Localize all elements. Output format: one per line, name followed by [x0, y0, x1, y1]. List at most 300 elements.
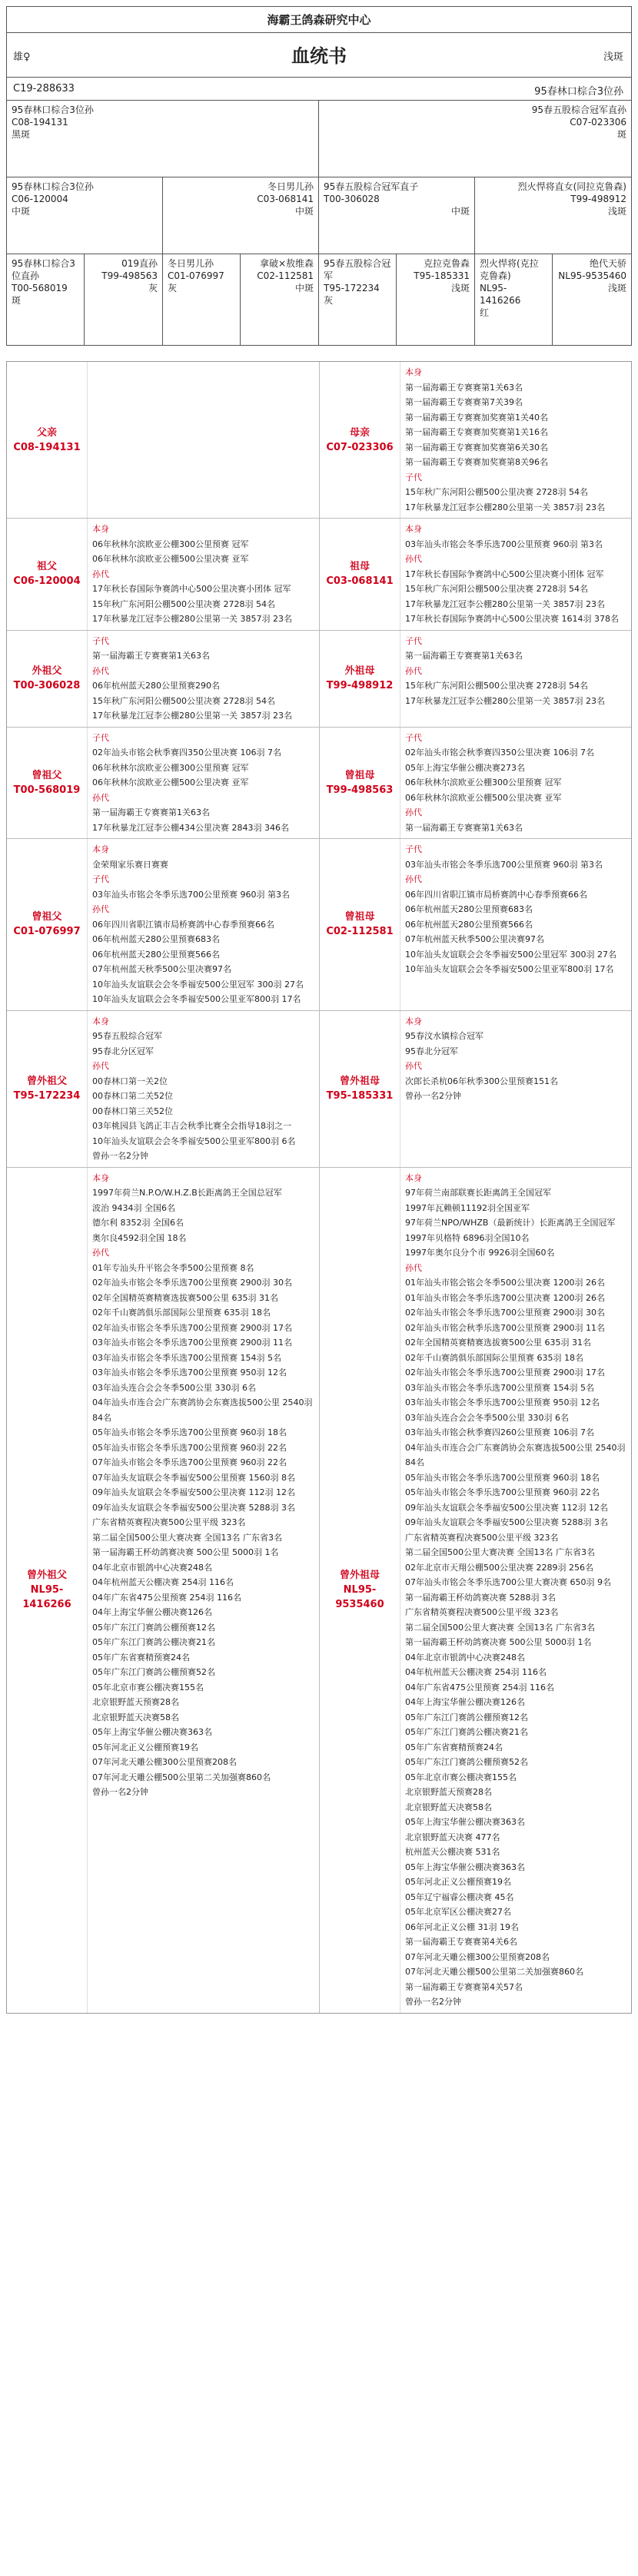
- ancestor-ring: C06-120004: [13, 575, 81, 588]
- achievement-item: 05年汕头市铭会冬季乐选700公里预赛 960羽 22名: [405, 1487, 600, 1497]
- sex-label: 雄♀: [13, 51, 31, 63]
- pedigree-chart: [6, 6, 632, 346]
- achievement-list: [88, 631, 319, 727]
- achievement-item: 95春五股综合冠军: [92, 1031, 162, 1041]
- ancestor-label: [320, 519, 400, 630]
- section-heading: 本身: [405, 524, 422, 534]
- achievement-item: 第一届海霸王杯幼鸽赛决赛 500公里 5000羽 1名: [405, 1637, 592, 1647]
- ancestor-ring: C01-076997: [13, 926, 81, 938]
- achievement-item: 01年汕头市铭会冬季乐选700公里决赛 1200羽 26名: [405, 1292, 605, 1303]
- dam-ring: C07-023306: [570, 117, 626, 128]
- achievement-item: 曾孙一名2分钟: [92, 1787, 148, 1797]
- section-heading: 本身: [92, 844, 109, 854]
- achievement-item: 05年辽宁福睿公棚决赛 45名: [405, 1891, 514, 1902]
- sd-title: 冬日男儿孙: [267, 181, 314, 192]
- achievement-item: 05年广东江门赛鸽公棚预赛52名: [405, 1757, 528, 1767]
- dsd-ring: T95-185331: [414, 270, 470, 281]
- section-heading: 子代: [405, 635, 422, 646]
- achievement-item: 北京银野蓝天决赛58名: [405, 1802, 492, 1812]
- achievement-item: 第二届全国500公里大赛决赛 全国13名 广东省3名: [92, 1532, 282, 1543]
- achievement-item: 04年汕头市连合会广东赛鸽协会东赛选拔500公里 2540羽 84名: [92, 1397, 313, 1423]
- achievement-item: 00春林口第三关52位: [92, 1106, 173, 1116]
- achievement-item: 07年河北天雕公棚300公里预赛208名: [405, 1951, 550, 1962]
- ddd-color: 浅斑: [607, 283, 626, 293]
- achievement-list: [88, 1011, 319, 1167]
- achievement-item: 02年汕头市铭会冬季乐选700公里预赛 2900羽 30名: [405, 1308, 605, 1318]
- ancestor-role: 外祖父: [32, 665, 62, 677]
- ddd-ring: NL95-9535460: [558, 270, 626, 281]
- achievement-item: 02年北京市天翔公棚500公里决赛 2289羽 256名: [405, 1562, 593, 1573]
- achievement-item: 05年上海宝华催公棚决赛273名: [405, 762, 525, 773]
- section-heading: 孙代: [405, 1061, 422, 1071]
- achievement-item: 97年荷兰南部联赛长距离鸽王全国冠军: [405, 1188, 551, 1198]
- achievement-item: 05年上海宝华催公棚决赛363名: [92, 1727, 212, 1737]
- section-heading: 子代: [92, 635, 109, 646]
- achievement-item: 第一届海霸王专赛赛加奖赛第1关40名: [405, 412, 548, 423]
- achievement-item: 04年北京市银鸽中心决赛248名: [405, 1652, 525, 1663]
- achievement-item: 05年河北正义公棚预赛19名: [405, 1877, 511, 1887]
- ancestor-label: [320, 362, 400, 518]
- achievement-item: 金荣翔家乐赛日赛赛: [92, 859, 168, 870]
- achievement-item: 06年杭州蓝天280公里预赛683名: [92, 934, 220, 944]
- section-heading: 本身: [92, 1016, 109, 1026]
- ancestor-ring: C08-194131: [13, 441, 81, 453]
- detail-row: [7, 728, 631, 840]
- detail-right: [320, 1011, 632, 1167]
- achievement-list: [400, 631, 632, 727]
- section-heading: 子代: [405, 844, 422, 854]
- self-ring: C19-288633: [13, 83, 75, 94]
- ancestor-role: 曾外祖父: [26, 1570, 67, 1581]
- dd-ring: T99-498912: [570, 194, 626, 204]
- ancestor-role: 母亲: [349, 426, 370, 439]
- achievement-item: 17年秋长春国际争赛鸽中心500公里决赛 1614羽 378名: [405, 614, 619, 624]
- detail-right: [320, 728, 632, 839]
- ancestor-ring: NL95-1416266: [22, 1584, 71, 1610]
- sdd-title: 拿破×敖维森: [259, 258, 314, 269]
- sire-cell: [7, 101, 319, 177]
- achievement-item: 04年汕头市连合会广东赛鸽协会东赛选拔500公里 2540羽 84名: [405, 1442, 626, 1467]
- achievement-item: 北京银野蓝天预赛28名: [92, 1697, 179, 1707]
- ancestor-role: 曾祖父: [32, 769, 62, 781]
- dss-cell: [319, 254, 397, 345]
- dds-title: 烈火悍将(克拉克鲁森): [480, 258, 539, 281]
- site-title: 海霸王鸽森研究中心: [7, 7, 631, 33]
- ancestor-ring: T95-185331: [326, 1090, 394, 1102]
- section-heading: 孙代: [405, 1262, 422, 1273]
- achievement-item: 05年广东省赛精预赛24名: [92, 1652, 190, 1663]
- ss-ring: C06-120004: [12, 194, 68, 204]
- ancestor-role: 父亲: [36, 426, 57, 439]
- section-heading: 本身: [405, 367, 422, 377]
- section-heading: 子代: [405, 472, 422, 482]
- achievement-item: 10年汕头友谊联会会冬季福安500公里亚军800羽 6名: [92, 1135, 296, 1146]
- achievement-item: 曾孙一名2分钟: [92, 1151, 148, 1161]
- achievement-item: 05年广东江门赛鸽公棚决赛21名: [92, 1637, 215, 1647]
- ancestor-label: [7, 519, 88, 630]
- achievement-item: 06年秋林尔滨欧亚公棚300公里预赛 冠军: [92, 539, 249, 549]
- achievement-item: 波治 9434羽 全国6名: [92, 1202, 175, 1213]
- achievement-item: 第二届全国500公里大赛决赛 全国13名 广东省3名: [405, 1547, 595, 1557]
- achievement-item: 06年秋林尔滨欧亚公棚500公里决赛 亚军: [405, 792, 562, 803]
- ancestor-role: 曾祖母: [344, 911, 375, 923]
- achievement-item: 03年汕头市铭会冬季乐选700公里预赛 960羽 第3名: [92, 889, 290, 900]
- achievement-item: 第一届海霸王杯幼鸽赛决赛 5288羽 3名: [405, 1592, 556, 1603]
- grandparents-row: [7, 177, 631, 254]
- achievement-item: 次郎长杀杭06年秋季300公里预赛151名: [405, 1076, 558, 1086]
- detail-left: [7, 839, 320, 1010]
- achievement-item: 17年秋长春国际争赛鸽中心500公里决赛小团体 冠军: [405, 569, 604, 579]
- ancestor-label: [7, 631, 88, 727]
- achievement-item: 第一届海霸王专赛赛第1关63名: [405, 822, 523, 833]
- ds-title: 95春五股棕合冠军直子: [324, 181, 419, 192]
- achievement-item: 第一届海霸王专赛赛加奖赛第8关96名: [405, 457, 548, 467]
- dds-cell: [475, 254, 553, 345]
- ancestor-ring: T00-568019: [13, 784, 81, 796]
- achievement-list: [400, 839, 632, 1010]
- ancestor-ring: C07-023306: [326, 441, 394, 453]
- achievement-item: 02年千山赛鸽俱乐部国际公里预赛 635羽 18名: [405, 1352, 583, 1363]
- achievement-item: 第一届海霸王专赛赛加奖赛第6关30名: [405, 442, 548, 453]
- achievement-item: 17年秋暴龙江冠李公棚280公里第一关 3857羽 23名: [92, 711, 292, 721]
- ssd-cell: [85, 254, 163, 345]
- achievement-item: 17年秋暴龙江冠李公棚280公里第一关 3857羽 23名: [405, 502, 605, 512]
- ssd-title: 019直孙: [121, 258, 158, 269]
- achievement-item: 北京银野蓝天预赛28名: [405, 1787, 492, 1797]
- achievement-item: 02年汕头市铭会秋季乐选700公里预赛 2900羽 11名: [405, 1322, 605, 1333]
- sss-color: 斑: [12, 295, 22, 306]
- sire-color: 黑斑: [12, 129, 31, 140]
- sd-ring: C03-068141: [257, 194, 314, 204]
- achievement-item: 15年秋广东河阳公棚500公里决赛 2728羽 54名: [405, 681, 588, 691]
- ss-cell: [7, 177, 163, 254]
- achievement-item: 10年汕头友谊联会会冬季福安500公里冠军 300羽 27名: [92, 979, 304, 990]
- section-heading: 本身: [405, 1172, 422, 1183]
- achievement-item: 06年杭州蓝天280公里预赛683名: [405, 904, 533, 914]
- ancestor-label: [7, 1011, 88, 1167]
- achievement-item: 07年汕头市铭会冬季乐选700公里预赛 960羽 22名: [92, 1457, 287, 1467]
- achievement-item: 曾孙一名2分钟: [405, 1997, 461, 2007]
- achievement-item: 95春北分区冠军: [92, 1046, 154, 1056]
- achievement-item: 07年河北天雕公棚500公里第二关加强赛860名: [92, 1772, 271, 1782]
- section-heading: 子代: [92, 874, 109, 884]
- achievement-item: 06年秋林尔滨欧亚公棚500公里决赛 亚军: [92, 777, 249, 787]
- ancestor-label: [7, 839, 88, 1010]
- achievement-item: 04年广东省475公里预赛 254羽 116名: [405, 1682, 554, 1692]
- ancestor-label: [7, 362, 88, 518]
- achievement-item: 06年四川省职江镇市局桥赛鸽中心春季预赛66名: [405, 889, 587, 900]
- achievement-item: 02年千山赛鸽俱乐部国际公里预赛 635羽 18名: [92, 1308, 271, 1318]
- ssd-color: 灰: [148, 283, 158, 293]
- achievement-item: 15年秋广东河阳公棚500公里决赛 2728羽 54名: [405, 584, 588, 594]
- detail-left: [7, 1168, 320, 2013]
- dsd-color: 浅斑: [450, 283, 470, 293]
- section-heading: 孙代: [92, 904, 109, 914]
- achievement-item: 第二届全国500公里大赛决赛 全国13名 广东省3名: [405, 1622, 595, 1633]
- achievement-item: 97年荷兰NPO/WHZB（最新统计）长距离鸽王全国冠军: [405, 1218, 616, 1228]
- achievement-item: 10年汕头友谊联会会冬季福安500公里亚军800羽 17名: [405, 964, 614, 974]
- achievement-item: 17年秋长春国际争赛鸽中心500公里决赛小团体 冠军: [92, 584, 291, 594]
- section-heading: 孙代: [92, 665, 109, 676]
- achievement-item: 04年上海宝华催公棚决赛126名: [92, 1607, 212, 1617]
- achievement-item: 杭州蓝天公棚决赛 531名: [405, 1847, 500, 1857]
- achievement-item: 15年秋广东河阳公棚500公里决赛 2728羽 54名: [92, 695, 275, 706]
- detail-right: [320, 1168, 632, 2013]
- detail-row: [7, 1168, 631, 2013]
- achievement-item: 曾孙一名2分钟: [405, 1091, 461, 1101]
- detail-right: [320, 631, 632, 727]
- achievement-item: 第一届海霸王专赛赛第1关63名: [92, 651, 210, 661]
- detail-left: [7, 1011, 320, 1167]
- ss-color: 中斑: [12, 206, 31, 217]
- ddd-title: 绝代天骄: [589, 258, 626, 269]
- ancestor-label: [320, 1011, 400, 1167]
- detail-row: [7, 631, 631, 728]
- ancestor-role: 曾外祖母: [339, 1570, 380, 1581]
- ancestor-ring: NL95-9535460: [335, 1584, 384, 1610]
- sds-title: 冬日男儿孙: [168, 258, 214, 269]
- achievement-item: 01年专汕头升平铭会冬季500公里预赛 8名: [92, 1262, 254, 1273]
- dd-color: 浅斑: [607, 206, 626, 217]
- dd-cell: [475, 177, 631, 254]
- ds-ring: T00-306028: [324, 194, 380, 204]
- detail-left: [7, 728, 320, 839]
- achievement-item: 17年秋暴龙江冠李公棚280公里第一关 3857羽 23名: [92, 614, 292, 624]
- dd-title: 烈火悍将直女(同拉克鲁森): [517, 181, 626, 192]
- achievement-list: [88, 839, 319, 1010]
- achievement-item: 17年秋暴龙江冠李公棚280公里第一关 3857羽 23名: [405, 598, 605, 609]
- section-heading: 孙代: [405, 665, 422, 676]
- achievement-item: 02年汕头市铭会秋季赛四350公里决赛 106羽 7名: [405, 748, 594, 758]
- achievement-item: 02年汕头市铭会秋季赛四350公里决赛 106羽 7名: [92, 748, 281, 758]
- section-heading: 孙代: [405, 554, 422, 564]
- achievement-item: 03年汕头市铭会冬季乐选700公里预赛 950羽 12名: [405, 1397, 600, 1407]
- achievement-item: 奥尔良4592羽全国 18名: [92, 1232, 187, 1243]
- section-heading: 本身: [92, 1172, 109, 1183]
- section-heading: 孙代: [92, 1061, 109, 1071]
- achievement-item: 05年广东江门赛鸽公棚决赛21名: [405, 1727, 528, 1737]
- achievement-item: 1997年贝格特 6896羽全国10名: [405, 1232, 530, 1243]
- achievement-list: [400, 728, 632, 839]
- achievement-item: 02年汕头市铭会冬季乐选700公里预赛 2900羽 17名: [405, 1368, 605, 1378]
- ancestor-ring: C02-112581: [326, 926, 394, 938]
- detail-row: [7, 519, 631, 631]
- details-table: [6, 361, 632, 2014]
- achievement-item: 06年四川省职江镇市局桥赛鸽中心春季预赛66名: [92, 919, 274, 930]
- achievement-item: 06年秋林尔滨欧亚公棚300公里预赛 冠军: [92, 762, 249, 773]
- achievement-item: 第一届海霸王专赛赛第1关63名: [92, 807, 210, 817]
- achievement-item: 03年汕头市铭会冬季乐选700公里预赛 950羽 12名: [92, 1368, 287, 1378]
- achievement-item: 03年汕头市铭会冬季乐选700公里预赛 154羽 5名: [405, 1382, 594, 1393]
- achievement-item: 04年杭州蓝天公棚决赛 254羽 116名: [405, 1667, 547, 1677]
- achievement-item: 07年河北天雕公棚500公里第二关加强赛860名: [405, 1967, 583, 1977]
- sss-cell: [7, 254, 85, 345]
- section-heading: 孙代: [92, 569, 109, 579]
- achievement-item: 09年汕头友谊联会冬季福安500公里决赛 112羽 12名: [405, 1502, 608, 1513]
- achievement-item: 第一届海霸王专赛赛第4关57名: [405, 1981, 523, 1992]
- achievement-item: 05年北京军区公棚决赛27名: [405, 1907, 511, 1917]
- detail-right: [320, 519, 632, 630]
- ancestor-ring: T99-498912: [326, 680, 394, 691]
- achievement-item: 95春汶水镇棕合冠军: [405, 1031, 483, 1041]
- ssd-ring: T99-498563: [101, 270, 158, 281]
- dds-color: 红: [480, 307, 490, 318]
- ancestor-role: 曾外祖母: [339, 1076, 380, 1087]
- ancestor-label: [7, 1168, 88, 2013]
- achievement-item: 02年全国精英赛精赛选拔赛500公里 635羽 31名: [92, 1292, 278, 1303]
- sd-cell: [163, 177, 319, 254]
- ancestor-role: 曾祖母: [344, 769, 375, 781]
- achievement-item: 07年杭州蓝天秋季500公里决赛97名: [92, 964, 231, 974]
- achievement-item: 广东省精英赛程决赛500公里平级 323名: [405, 1607, 559, 1617]
- achievement-item: 1997年荷兰N.P.O/W.H.Z.B长距离鸽王全国总冠军: [92, 1188, 282, 1198]
- achievement-item: 03年汕头连合会会冬季500公里 330羽 6名: [92, 1382, 256, 1393]
- detail-row: [7, 1011, 631, 1168]
- ancestor-ring: T95-172234: [13, 1090, 81, 1102]
- dss-title: 95春五股棕合冠军: [324, 258, 391, 281]
- achievement-item: 北京银野蓝天决赛58名: [92, 1712, 179, 1722]
- sdd-ring: C02-112581: [257, 270, 314, 281]
- achievement-item: 06年杭州蓝天280公里预赛566名: [92, 949, 220, 960]
- achievement-item: 03年汕头市铭会冬季乐选700公里预赛 154羽 5名: [92, 1352, 281, 1363]
- achievement-item: 04年杭州蓝天公棚决赛 254羽 116名: [92, 1577, 234, 1587]
- achievement-item: 00春林口第二关52位: [92, 1091, 173, 1101]
- section-heading: 孙代: [405, 807, 422, 817]
- ancestor-label: [320, 839, 400, 1010]
- achievement-list: [88, 362, 319, 518]
- self-color: 浅斑: [603, 51, 623, 63]
- section-heading: 本身: [405, 1016, 422, 1026]
- achievement-item: 01年汕头市铭会铭会冬季500公里决赛 1200羽 26名: [405, 1278, 605, 1288]
- sd-color: 中斑: [294, 206, 314, 217]
- detail-left: [7, 362, 320, 518]
- achievement-item: 05年广东江门赛鸽公棚预赛52名: [92, 1667, 215, 1677]
- dss-ring: T95-172234: [324, 283, 380, 293]
- achievement-item: 03年汕头连合会会冬季500公里 330羽 6名: [405, 1412, 569, 1423]
- great-grandparents-row: [7, 254, 631, 345]
- achievement-item: 广东省精英赛程决赛500公里平级 323名: [92, 1517, 246, 1527]
- achievement-item: 06年杭州蓝天280公里预赛566名: [405, 919, 533, 930]
- achievement-list: [400, 362, 632, 518]
- achievement-item: 10年汕头友谊联会会冬季福安500公里冠军 300羽 27名: [405, 949, 616, 960]
- ancestor-label: [320, 728, 400, 839]
- achievement-item: 05年汕头市铭会冬季乐选700公里预赛 960羽 22名: [92, 1442, 287, 1453]
- detail-right: [320, 839, 632, 1010]
- achievement-item: 05年广东江门赛鸽公棚预赛12名: [405, 1712, 528, 1722]
- dds-ring: NL95-1416266: [480, 283, 521, 306]
- section-heading: 本身: [92, 524, 109, 534]
- achievement-item: 09年汕头友谊联会冬季福安500公里决赛 5288羽 3名: [405, 1517, 608, 1527]
- achievement-item: 17年秋暴龙江冠李公棚280公里第一关 3857羽 23名: [405, 695, 605, 706]
- dsd-title: 克拉克鲁森: [423, 258, 470, 269]
- achievement-item: 03年汕头市铭会冬季乐选700公里预赛 2900羽 11名: [92, 1338, 292, 1348]
- achievement-item: 07年汕头市铭会冬季乐选700公里大赛决赛 650羽 9名: [405, 1577, 611, 1587]
- achievement-item: 06年河北正义公棚 31羽 19名: [405, 1921, 519, 1932]
- sss-title: 95春林口棕合3位直孙: [12, 258, 75, 281]
- achievement-item: 05年河北正义公棚预赛19名: [92, 1742, 198, 1752]
- achievement-item: 05年汕头市铭会冬季乐选700公里预赛 960羽 18名: [92, 1427, 287, 1437]
- achievement-item: 德尔利 8352羽 全国6名: [92, 1218, 184, 1228]
- ancestor-role: 曾祖父: [32, 911, 62, 923]
- achievement-item: 05年北京市赛公棚决赛155名: [405, 1772, 517, 1782]
- dss-color: 灰: [324, 295, 334, 306]
- sds-ring: C01-076997: [168, 270, 224, 281]
- section-heading: 孙代: [405, 874, 422, 884]
- ds-color: 中斑: [450, 206, 470, 217]
- section-heading: 孙代: [92, 1248, 109, 1258]
- achievement-item: 10年汕头友谊联会会冬季福安500公里亚军800羽 17名: [92, 994, 301, 1004]
- achievement-item: 1997年奥尔良分个市 9926羽全国60名: [405, 1248, 555, 1258]
- achievement-item: 第一届海霸王专赛赛第4关6名: [405, 1937, 517, 1947]
- achievement-item: 00春林口第一关2位: [92, 1076, 168, 1086]
- achievement-item: 02年汕头市铭会冬季乐选700公里预赛 2900羽 17名: [92, 1322, 292, 1333]
- ancestor-label: [7, 728, 88, 839]
- achievement-item: 07年汕头友谊联会冬季福安500公里预赛 1560羽 8名: [92, 1472, 295, 1483]
- ancestor-role: 曾外祖父: [26, 1076, 67, 1087]
- detail-left: [7, 631, 320, 727]
- ds-cell: [319, 177, 475, 254]
- sdd-color: 中斑: [294, 283, 314, 293]
- sire-title: 95春林口棕合3位孙: [12, 104, 94, 115]
- sdd-cell: [241, 254, 319, 345]
- ancestor-role: 外祖母: [344, 665, 375, 677]
- dam-title: 95春五股棕合冠军直孙: [531, 104, 626, 115]
- self-name: 95春林口棕合3位孙: [534, 86, 623, 98]
- achievement-item: 03年汕头市铭会秋季赛四260公里预赛 106羽 7名: [405, 1427, 594, 1437]
- achievement-item: 02年全国精英赛精赛选拔赛500公里 635羽 31名: [405, 1338, 591, 1348]
- achievement-item: 05年广东省赛精预赛24名: [405, 1742, 503, 1752]
- achievement-item: 04年广东省475公里预赛 254羽 116名: [92, 1592, 241, 1603]
- achievement-item: 09年汕头友谊联会冬季福安500公里决赛 112羽 12名: [92, 1487, 295, 1497]
- parents-row: [7, 101, 631, 177]
- detail-row: [7, 362, 631, 519]
- ss-title: 95春林口棕合3位孙: [12, 181, 94, 192]
- achievement-item: 第一届海霸王专赛赛第1关63名: [405, 651, 523, 661]
- achievement-item: 05年上海宝华催公棚决赛363名: [405, 1817, 525, 1827]
- achievement-item: 06年杭州蓝天280公里预赛290名: [92, 681, 220, 691]
- achievement-list: [88, 728, 319, 839]
- achievement-item: 广东省精英赛程决赛500公里平级 323名: [405, 1532, 559, 1543]
- achievement-list: [88, 1168, 319, 2013]
- ancestor-label: [320, 1168, 400, 2013]
- achievement-item: 07年杭州蓝天秋季500公里决赛97名: [405, 934, 544, 944]
- detail-row: [7, 839, 631, 1011]
- dsd-cell: [397, 254, 475, 345]
- achievement-item: 05年上海宝华催公棚决赛363名: [405, 1862, 525, 1872]
- ancestor-label: [320, 631, 400, 727]
- achievement-list: [400, 1168, 632, 2013]
- achievement-item: 第一届海霸王专赛赛第7关39名: [405, 397, 523, 407]
- achievement-item: 07年河北天雕公棚300公里预赛208名: [92, 1757, 237, 1767]
- ancestor-ring: T99-498563: [326, 784, 394, 796]
- achievement-item: 05年北京市赛公棚决赛155名: [92, 1682, 204, 1692]
- achievement-item: 北京银野蓝天决赛 477名: [405, 1832, 500, 1842]
- achievement-list: [88, 519, 319, 630]
- sire-ring: C08-194131: [12, 117, 68, 128]
- achievement-item: 第一届海霸王杯幼鸽赛决赛 500公里 5000羽 1名: [92, 1547, 279, 1557]
- sss-ring: T00-568019: [12, 283, 68, 293]
- achievement-item: 05年汕头市铭会冬季乐选700公里预赛 960羽 18名: [405, 1472, 600, 1483]
- achievement-item: 第一届海霸王专赛赛第1关63名: [405, 382, 523, 393]
- ancestor-ring: T00-306028: [13, 680, 81, 691]
- title-row: [7, 33, 631, 78]
- achievement-item: 第一届海霸王专赛赛加奖赛第1关16名: [405, 427, 548, 437]
- self-row: [7, 78, 631, 101]
- sds-cell: [163, 254, 241, 345]
- section-heading: 子代: [92, 732, 109, 743]
- achievement-item: 04年上海宝华催公棚决赛126名: [405, 1697, 525, 1707]
- ancestor-ring: C03-068141: [326, 575, 394, 588]
